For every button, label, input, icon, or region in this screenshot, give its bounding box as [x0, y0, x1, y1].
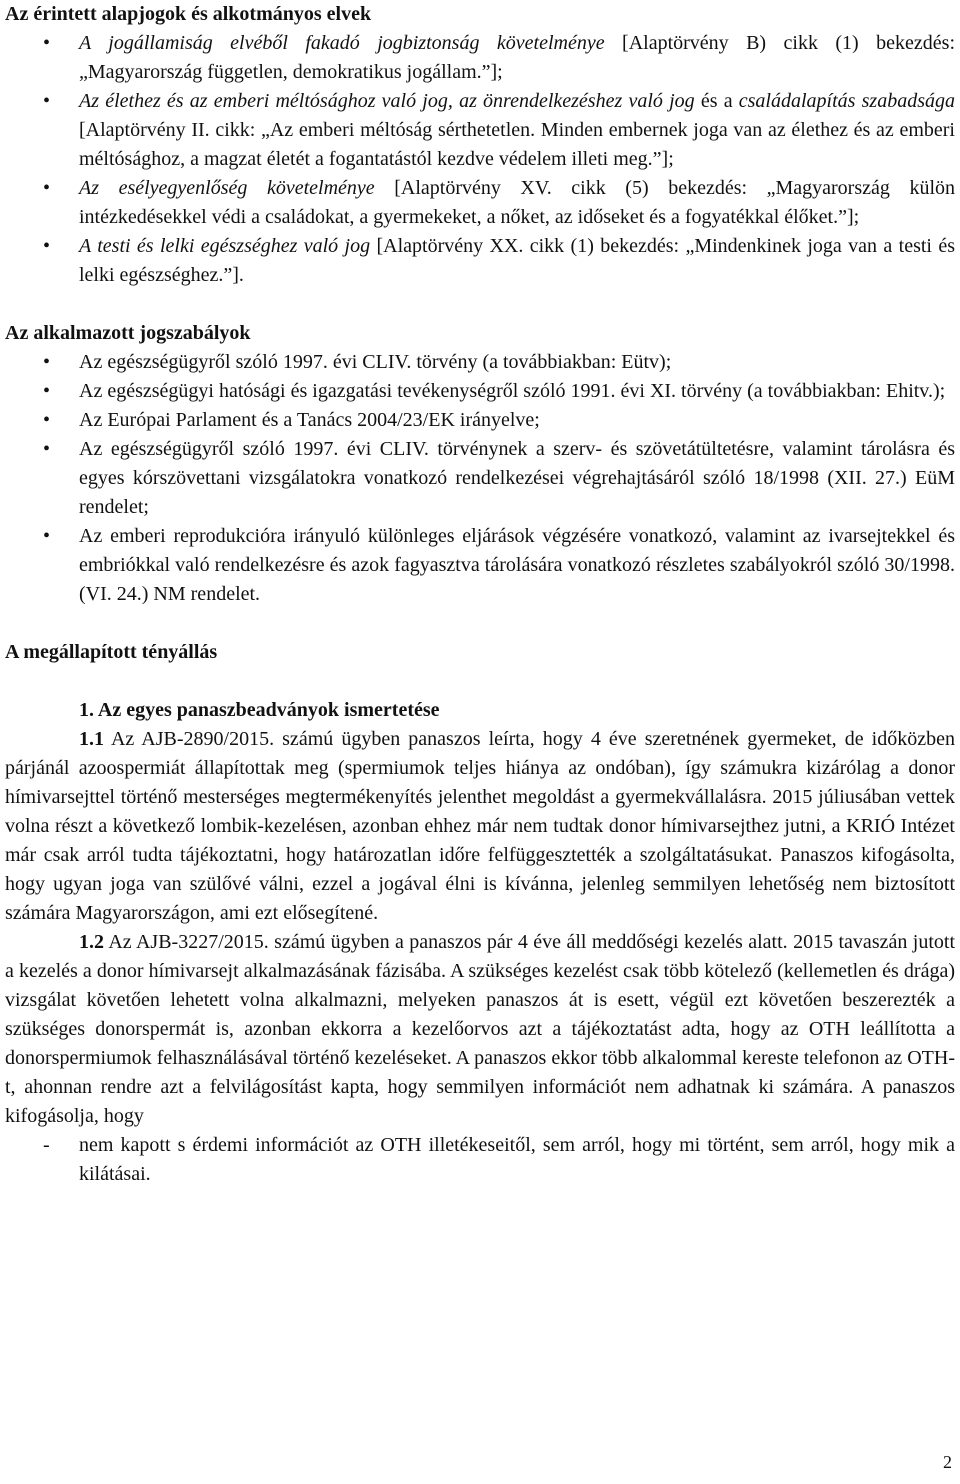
document-page [5, 0, 955, 1189]
list-item: • Az esélyegyenlőség követelménye [Alaptörvény XV. cikk (5) bekezdés: „Magyarország külön intézkedésekkel védi a családokat, a gyermekeket, a nőket, az időseket és a fogyatékkal élőket.”]; [5, 174, 955, 232]
laws-list [5, 348, 955, 609]
list-item: • Az élethez és az emberi méltósághoz való jog, az önrendelkezéshez való jog és a családalapítás szabadsága [Alaptörvény II. cikk: „Az emberi méltóság sérthetetlen. Minden embernek joga van az élethez és az emberi méltósághoz, a magzat életét a fogantatástól kezdve védelem illeti meg.”]; [5, 87, 955, 174]
list-item: • Az emberi reprodukcióra irányuló különleges eljárások végzésére vonatkozó, valamint az ivarsejtekkel és embriókkal való rendelkezésre és azok fagyasztva tárolására vonatkozó részletes szabályokról szóló 30/1998. (VI. 24.) NM rendelet. [5, 522, 955, 609]
list-item: - nem kapott s érdemi információt az OTH illetékeseitől, sem arról, hogy mi történt, sem arról, hogy mik a kilátásai. [5, 1131, 955, 1189]
list-item: • A jogállamiság elvéből fakadó jogbiztonság követelménye [Alaptörvény B) cikk (1) bekezdés: „Magyarország független, demokratikus jogállam.”]; [5, 29, 955, 87]
list-item: • Az egészségügyi hatósági és igazgatási tevékenységről szóló 1991. évi XI. törvény (a továbbiakban: Ehitv.); [5, 377, 955, 406]
list-item: • A testi és lelki egészséghez való jog [Alaptörvény XX. cikk (1) bekezdés: „Mindenkinek joga van a testi és lelki egészséghez.”]. [5, 232, 955, 290]
page-number: 2 [943, 1452, 952, 1472]
rights-heading: Az érintett alapjogok és alkotmányos elvek [5, 3, 372, 25]
list-item: • Az egészségügyről szóló 1997. évi CLIV. törvény (a továbbiakban: Eütv); [5, 348, 955, 377]
rights-list [5, 29, 955, 290]
complaints-subheading: 1. Az egyes panaszbeadványok ismertetése [79, 699, 440, 721]
case-paragraph-2: 1.2 Az AJB-3227/2015. számú ügyben a panaszos pár 4 éve áll meddőségi kezelés alatt. 2015 tavaszán jutott a kezelés a donor hímivarsejt alkalmazásának fázisába. A szükséges kezelést csak több kötelező (kellemetlen és drága) vizsgálat követően lehetett volna alkalmazni, melyeken panaszos át is esett, végül ezt követően beszerezték a szükséges donorspermát is, azonban ekkorra a kezelőorvos azt a tájékoztatást adta, hogy az OTH leállította a donorspermiumok felhasználásával történő kezeléseket. A panaszos ekkor több alkalommal kereste telefonon az OTH-t, ahonnan rendre azt a felvilágosítást kapta, hogy semmilyen információt nem adhatnak ki számára. A panaszos kifogásolja, hogy [5, 931, 955, 1127]
case-paragraph-1: 1.1 Az AJB-2890/2015. számú ügyben panaszos leírta, hogy 4 éve szeretnének gyermeket, de időközben párjánál azoospermiát állapítottak meg (spermiumok teljes hiánya az ondóban), így számukra kizárólag a donor hímivarsejttel történő mesterséges megtermékenyítés jelenthet megoldást a gyermekvállalásra. 2015 júliusában vettek volna részt a következő lombik-kezelésen, azonban ehhez már nem tudtak donor hímivarsejthez jutni, a KRIÓ Intézet már csak arról tudta tájékoztatni, hogy határozatlan időre felfüggesztették a szolgáltatásukat. Panaszos kifogásolta, hogy ugyan joga van szülővé válni, ezzel a jogával élni is kívánna, jelenleg semmilyen lehetőség nem biztosított számára Magyarországon, ami ezt elősegítené. [5, 728, 955, 924]
laws-heading: Az alkalmazott jogszabályok [5, 322, 251, 344]
facts-heading: A megállapított tényállás [5, 641, 218, 663]
list-item: • Az egészségügyről szóló 1997. évi CLIV. törvénynek a szerv- és szövetátültetésre, valamint tárolásra és egyes kórszövettani vizsgálatokra vonatkozó rendelkezései végrehajtásáról szóló 18/1998 (XII. 27.) EüM rendelet; [5, 435, 955, 522]
case-2-dash-list [5, 1131, 955, 1189]
list-item: • Az Európai Parlament és a Tanács 2004/23/EK irányelve; [5, 406, 955, 435]
